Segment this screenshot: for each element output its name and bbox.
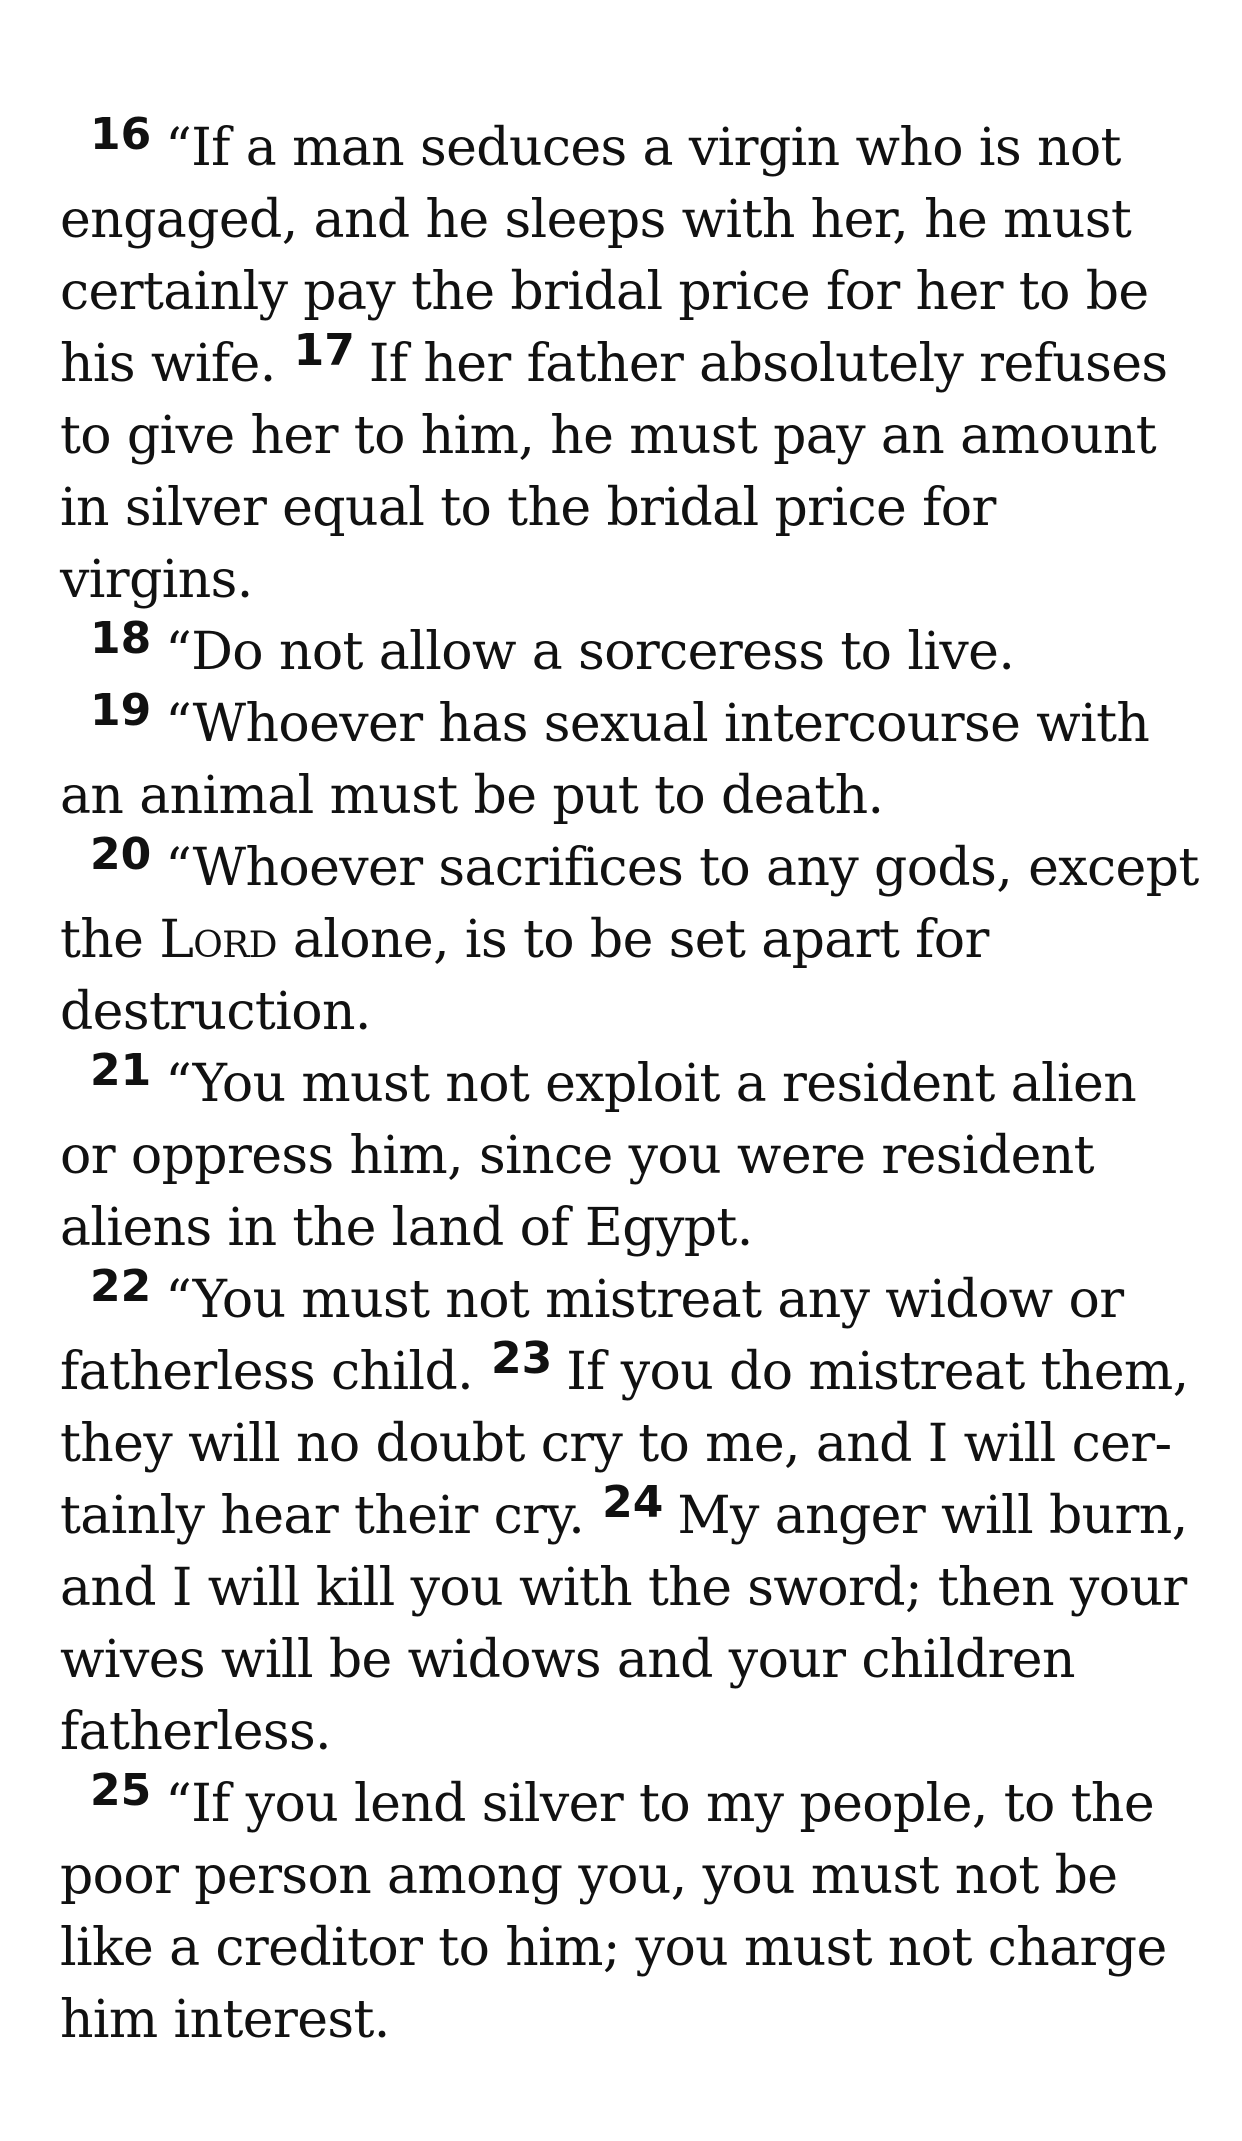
verse-text: alone, is to be set apart for destruction. xyxy=(60,910,989,1042)
paragraph-16-17 xyxy=(60,109,1200,616)
paragraph-20 xyxy=(60,829,1200,1048)
verse-text: “Whoever has sexual intercourse with an animal must be put to death. xyxy=(60,694,1150,826)
verse-number: 20 xyxy=(90,829,152,880)
scripture-page xyxy=(60,109,1200,2056)
verse-number: 18 xyxy=(90,613,152,664)
verse-number: 22 xyxy=(90,1261,152,1312)
verse-number: 25 xyxy=(90,1765,152,1816)
paragraph-18 xyxy=(60,613,1200,688)
verse-number: 17 xyxy=(293,325,355,376)
verse-text: “If a man seduces a virgin who is not engaged, and he sleeps with her, he must certainly pay the bridal price for her to be his wife. xyxy=(60,118,1149,394)
verse-number: 24 xyxy=(602,1477,664,1528)
verse-text: “If you lend silver to my people, to the poor person among you, you must not be like a creditor to him; you must not charge him interest. xyxy=(60,1774,1167,2050)
verse-number: 21 xyxy=(90,1045,152,1096)
paragraph-22-24 xyxy=(60,1261,1200,1768)
verse-text: “Do not allow a sorceress to live. xyxy=(165,622,1015,682)
verse-number: 16 xyxy=(90,109,152,160)
verse-text: “You must not exploit a resident alien or oppress him, since you were resident aliens in the land of Egypt. xyxy=(60,1054,1137,1258)
divine-name: Lord xyxy=(159,910,277,970)
paragraph-25 xyxy=(60,1765,1200,2056)
paragraph-21 xyxy=(60,1045,1200,1264)
paragraph-19 xyxy=(60,685,1200,832)
verse-number: 23 xyxy=(491,1333,553,1384)
verse-text: If you do mistreat them, they will no doubt cry to me, and I will certainly hear their cry. xyxy=(60,1342,1189,1546)
verse-text: “Whoever sacrifices to any gods, except the xyxy=(60,838,1199,970)
verse-text: “You must not mistreat any widow or fatherless child. xyxy=(60,1270,1124,1402)
verse-number: 19 xyxy=(90,685,152,736)
verse-text: If her father absolutely refuses to give her to him, he must pay an amount in silver equal to the bridal price for virgins. xyxy=(60,334,1168,610)
verse-text: My anger will burn, and I will kill you with the sword; then your wives will be widows and your children fatherless. xyxy=(60,1486,1188,1762)
